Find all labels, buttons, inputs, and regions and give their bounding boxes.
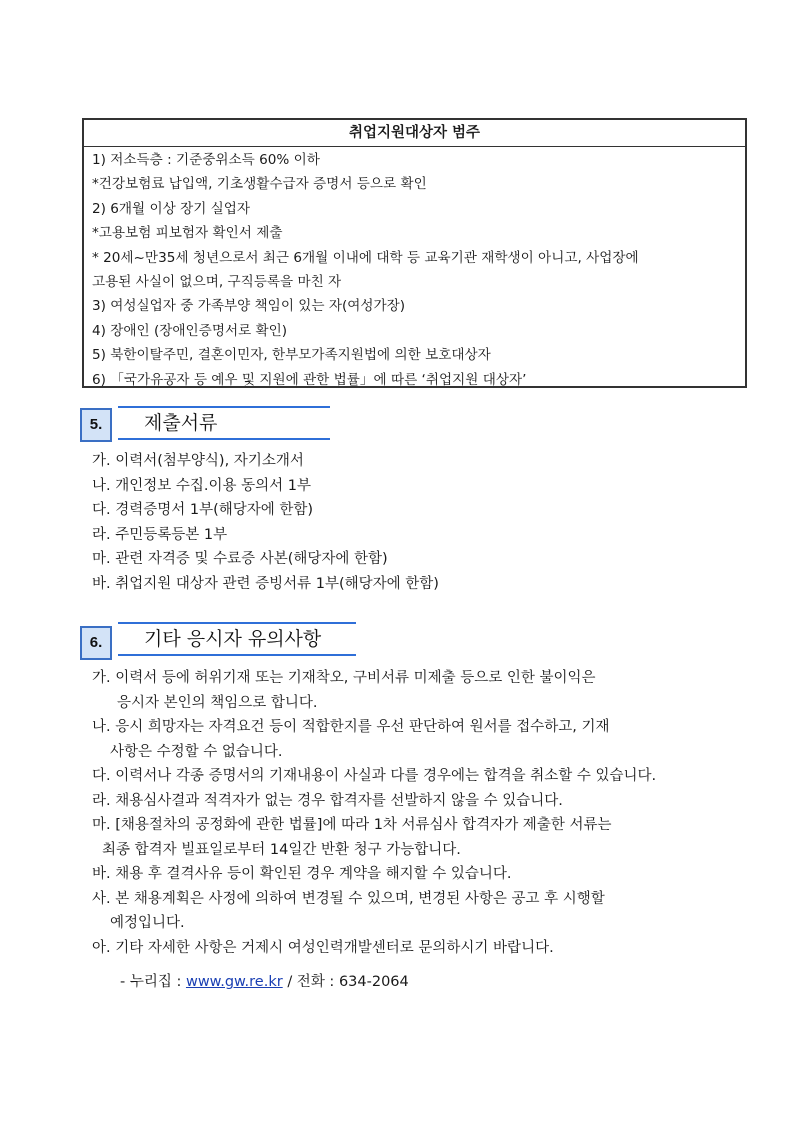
section6-title: 기타 응시자 유의사항 [118,622,356,656]
criteria-line: *건강보험료 납입액, 기초생활수급자 증명서 등으로 확인 [92,176,427,193]
list-item: 사항은 수정할 수 없습니다. [110,743,283,760]
criteria-line: 5) 북한이탈주민, 결혼이민자, 한부모가족지원법에 의한 보호대상자 [92,347,491,364]
list-item: 라. 주민등록등본 1부 [92,526,228,543]
criteria-line: 고용된 사실이 없으며, 구직등록을 마친 자 [92,273,342,290]
phone-number: 634-2064 [338,974,409,990]
criteria-line: 6) 「국가유공자 등 예우 및 지원에 관한 법률」에 따른 ‘취업지원 대상자’ [92,371,527,388]
list-item: 마. [채용절차의 공정화에 관한 법률]에 따라 1차 서류심사 합격자가 제출한 서류는 [92,817,612,833]
section6-list [92,666,656,995]
list-item: 가. 이력서 등에 허위기재 또는 기재착오, 구비서류 미제출 등으로 인한 불이익은 [92,670,596,686]
contact-prefix: - 누리집 : [120,974,182,990]
criteria-line: 3) 여성실업자 중 가족부양 책임이 있는 자(여성가장) [92,298,406,315]
list-item: 가. 이력서(첨부양식), 자기소개서 [92,453,304,469]
criteria-line: *고용보험 피보험자 확인서 제출 [92,225,283,242]
list-item: 나. 개인정보 수집.이용 동의서 1부 [92,477,311,494]
list-item: 라. 채용심사결과 적격자가 없는 경우 합격자를 선발하지 않을 수 있습니다. [92,792,563,809]
section6-number-badge: 6. [80,626,112,660]
list-item: 다. 경력증명서 1부(해당자에 한함) [92,502,314,518]
list-item: 아. 기타 자세한 사항은 거제시 여성인력개발센터로 문의하시기 바랍니다. [92,939,554,956]
criteria-line: 2) 6개월 이상 장기 실업자 [92,200,251,217]
criteria-line: 4) 장애인 (장애인증명서로 확인) [92,322,288,339]
list-item: 다. 이력서나 각종 증명서의 기재내용이 사실과 다를 경우에는 합격을 취소할 수 있습니다. [92,768,657,784]
section5-number-badge: 5. [80,408,112,442]
section5-title: 제출서류 [118,406,330,440]
list-item: 예정입니다. [110,915,185,931]
list-item: 최종 합격자 빌표일로부터 14일간 반환 청구 가능합니다. [102,841,461,858]
section5-list [92,449,439,596]
criteria-box-title: 취업지원대상자 범주 [84,120,745,147]
list-item: 나. 응시 희망자는 자격요건 등이 적합한지를 우선 판단하여 원서를 접수하고, 기재 [92,719,610,735]
list-item: 바. 취업지원 대상자 관련 증빙서류 1부(해당자에 한함) [92,575,439,592]
list-item: 응시자 본인의 책임으로 합니다. [117,694,318,711]
criteria-box-body [84,147,745,392]
list-item: 사. 본 채용계획은 사정에 의하여 변경될 수 있으며, 변경된 사항은 공고 후 시행할 [92,890,605,907]
criteria-box [82,118,747,388]
criteria-line: * 20세~만35세 청년으로서 최근 6개월 이내에 대학 등 교육기관 재학생이 아니고, 사업장에 [92,249,639,266]
list-item: 마. 관련 자격증 및 수료증 사본(해당자에 한함) [92,551,388,567]
contact-separator: / 전화 : [287,974,335,990]
contact-line [92,970,656,995]
homepage-link[interactable]: www.gw.re.kr [185,974,283,990]
criteria-line: 1) 저소득층 : 기준중위소득 60% 이하 [92,152,320,168]
list-item: 바. 채용 후 결격사유 등이 확인된 경우 계약을 해지할 수 있습니다. [92,866,512,882]
